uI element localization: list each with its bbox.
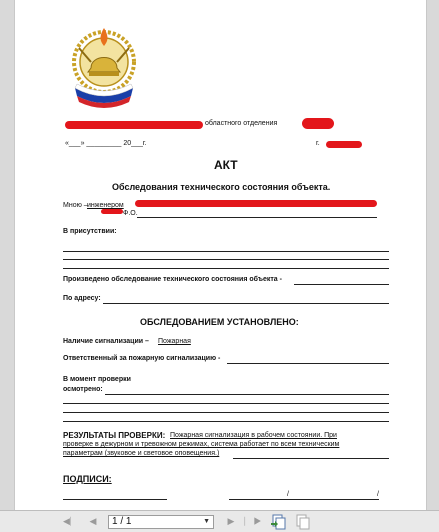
signature-line: [229, 499, 379, 500]
first-page-icon[interactable]: ◀⎸: [63, 516, 79, 526]
signature-slash: /: [377, 491, 379, 498]
present-line: [63, 268, 389, 269]
multi-page-view-icon[interactable]: [294, 514, 312, 530]
inspection-label: Произведено обследование технического состояния объекта -: [63, 276, 282, 283]
responsible-label: Ответственный за пожарную сигнализацию -: [63, 355, 221, 362]
results-text-line1: Пожарная сигнализация в рабочем состоянии. При: [170, 432, 337, 439]
inspected-line: [105, 394, 389, 395]
alarm-label: Наличие сигнализации –: [63, 338, 149, 345]
present-label: В присутствии:: [63, 228, 117, 235]
chevron-down-icon[interactable]: ▼: [203, 518, 210, 525]
results-text-line2: проверке в дежурном и тревожном режимах, система работает по всем техническим: [63, 441, 340, 448]
page-indicator: 1 / 1: [112, 516, 132, 527]
established-heading: ОБСЛЕДОВАНИЕМ УСТАНОВЛЕНО:: [140, 317, 299, 327]
results-line: [233, 458, 389, 459]
redaction-mark: [135, 200, 377, 207]
redaction-mark: [101, 209, 123, 214]
redaction-mark: [302, 118, 334, 129]
city-label: г.: [316, 140, 320, 147]
date-line-left: «___» _________ 20___г.: [65, 140, 147, 147]
address-line: [103, 303, 389, 304]
results-text-line3: параметрам (звуковое и световое оповещения.): [63, 450, 220, 457]
fio-label: Ф.О.: [123, 210, 138, 217]
address-label: По адресу:: [63, 295, 101, 302]
signature-slash: /: [287, 491, 289, 498]
viewer-toolbar: [0, 510, 439, 532]
region-suffix: областного отделения: [205, 120, 278, 127]
inspected-line: [63, 412, 389, 413]
inspected-line: [63, 403, 389, 404]
fire-service-emblem-icon: [65, 18, 143, 110]
by-label: Мною –: [63, 202, 88, 209]
alarm-value: Пожарная: [158, 338, 191, 345]
inspected-label: осмотрено:: [63, 386, 103, 393]
act-title: АКТ: [214, 158, 238, 172]
single-page-view-icon[interactable]: [270, 514, 288, 530]
responsible-line: [227, 363, 389, 364]
page-selector[interactable]: [108, 515, 214, 529]
document-page: [14, 0, 427, 510]
moment-label: В момент проверки: [63, 376, 131, 383]
last-page-icon[interactable]: ⎸▶: [244, 516, 262, 526]
inspection-line: [294, 284, 389, 285]
by-value: инженером: [87, 202, 124, 209]
results-label: РЕЗУЛЬТАТЫ ПРОВЕРКИ:: [63, 431, 166, 440]
fio-line: [137, 217, 377, 218]
next-page-icon[interactable]: ▶: [227, 516, 235, 526]
inspected-line: [63, 421, 389, 422]
redaction-mark: [326, 141, 362, 148]
signatures-heading: ПОДПИСИ:: [63, 474, 112, 484]
act-subtitle: Обследования технического состояния объекта.: [112, 182, 331, 192]
present-line: [63, 259, 389, 260]
prev-page-icon[interactable]: ◀: [89, 516, 97, 526]
redaction-mark: [65, 121, 203, 129]
present-line: [63, 251, 389, 252]
signature-line: [63, 499, 167, 500]
